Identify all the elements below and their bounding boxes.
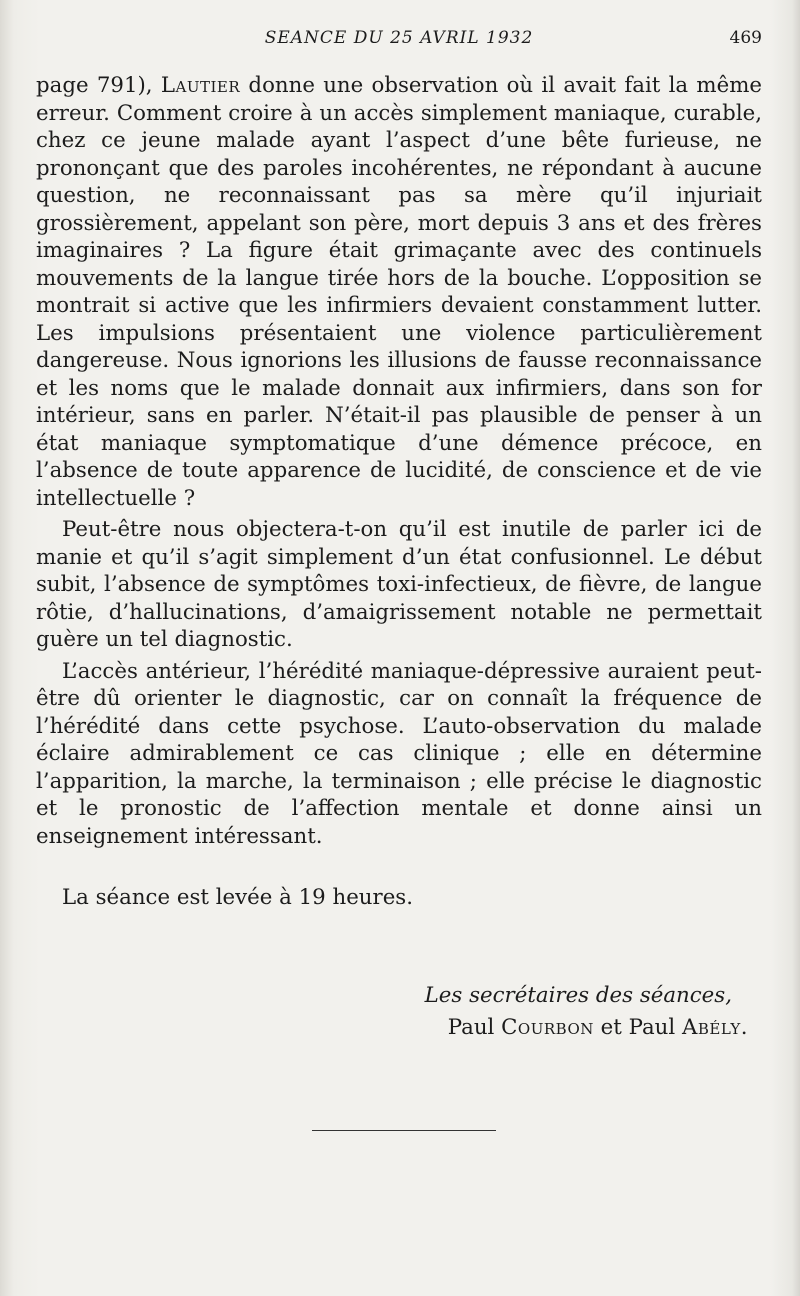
author-name-lautier: Lautier [160, 73, 241, 98]
paragraph-2: Peut-être nous objectera-t-on qu’il est inutile de parler ici de manie et qu’il s’agit simplement d’un état confusionnel. Le début subit, l’absence de symptômes toxi-infectieux, de fièvre, de langue rôtie, d’hallucinations, d’amaigrissement notable ne permettait guère un tel diagnostic. [36, 517, 762, 652]
paragraph-1-lead: page 791), [36, 73, 161, 98]
section-divider [312, 1130, 496, 1131]
signature-names [425, 1012, 748, 1044]
paragraph-1 [36, 72, 762, 512]
signature-block [425, 980, 748, 1044]
signature-joiner: et Paul [593, 1015, 682, 1040]
signature-last-name-2: Abély. [681, 1015, 748, 1040]
running-title: SEANCE DU 25 AVRIL 1932 [264, 28, 534, 48]
closing-line: La séance est levée à 19 heures. [62, 885, 413, 910]
signature-role: Les secrétaires des séances, [424, 983, 732, 1008]
signature-first-name-1: Paul [447, 1015, 502, 1040]
paragraph-3: L’accès antérieur, l’hérédité maniaque-dépressive auraient peut-être dû orienter le diagnostic, car on connaît la fréquence de l’hérédité dans cette psychose. L’auto-observation du malade éclaire admirablement ce cas clinique ; elle en détermine l’apparition, la marche, la terminaison ; elle précise le diagnostic et le pronostic de l’affection mentale et donne ainsi un enseignement intéressant. [36, 658, 762, 849]
paragraph-1-body: donne une observation où il avait fait la même erreur. Comment croire à un accès simplement maniaque, curable, chez ce jeune malade ayant l’aspect d’une bête furieuse, ne prononçant que des paroles incohérentes, ne répondant à aucune question, ne reconnaissant pas sa mère qu’il injuriait grossièrement, appelant son père, mort depuis 3 ans et des frères imaginaires ? La figure était grimaçante avec des continuels mouvements de la langue tirée hors de la bouche. L’opposition se montrait si active que les infirmiers devaient constamment lutter. Les impulsions présentaient une violence particulièrement dangereuse. Nous ignorions les illusions de fausse reconnaissance et les noms que le malade donnait aux infirmiers, dans son for intérieur, sans en parler. N’était-il pas plausible de penser à un état maniaque symptomatique d’une démence précoce, en l’absence de toute apparence de lucidité, de conscience et de vie intellectuelle ? [36, 73, 762, 511]
signature-last-name-1: Courbon [501, 1015, 594, 1040]
page-number: 469 [729, 28, 762, 48]
running-header [36, 28, 762, 56]
body-text [36, 72, 762, 850]
